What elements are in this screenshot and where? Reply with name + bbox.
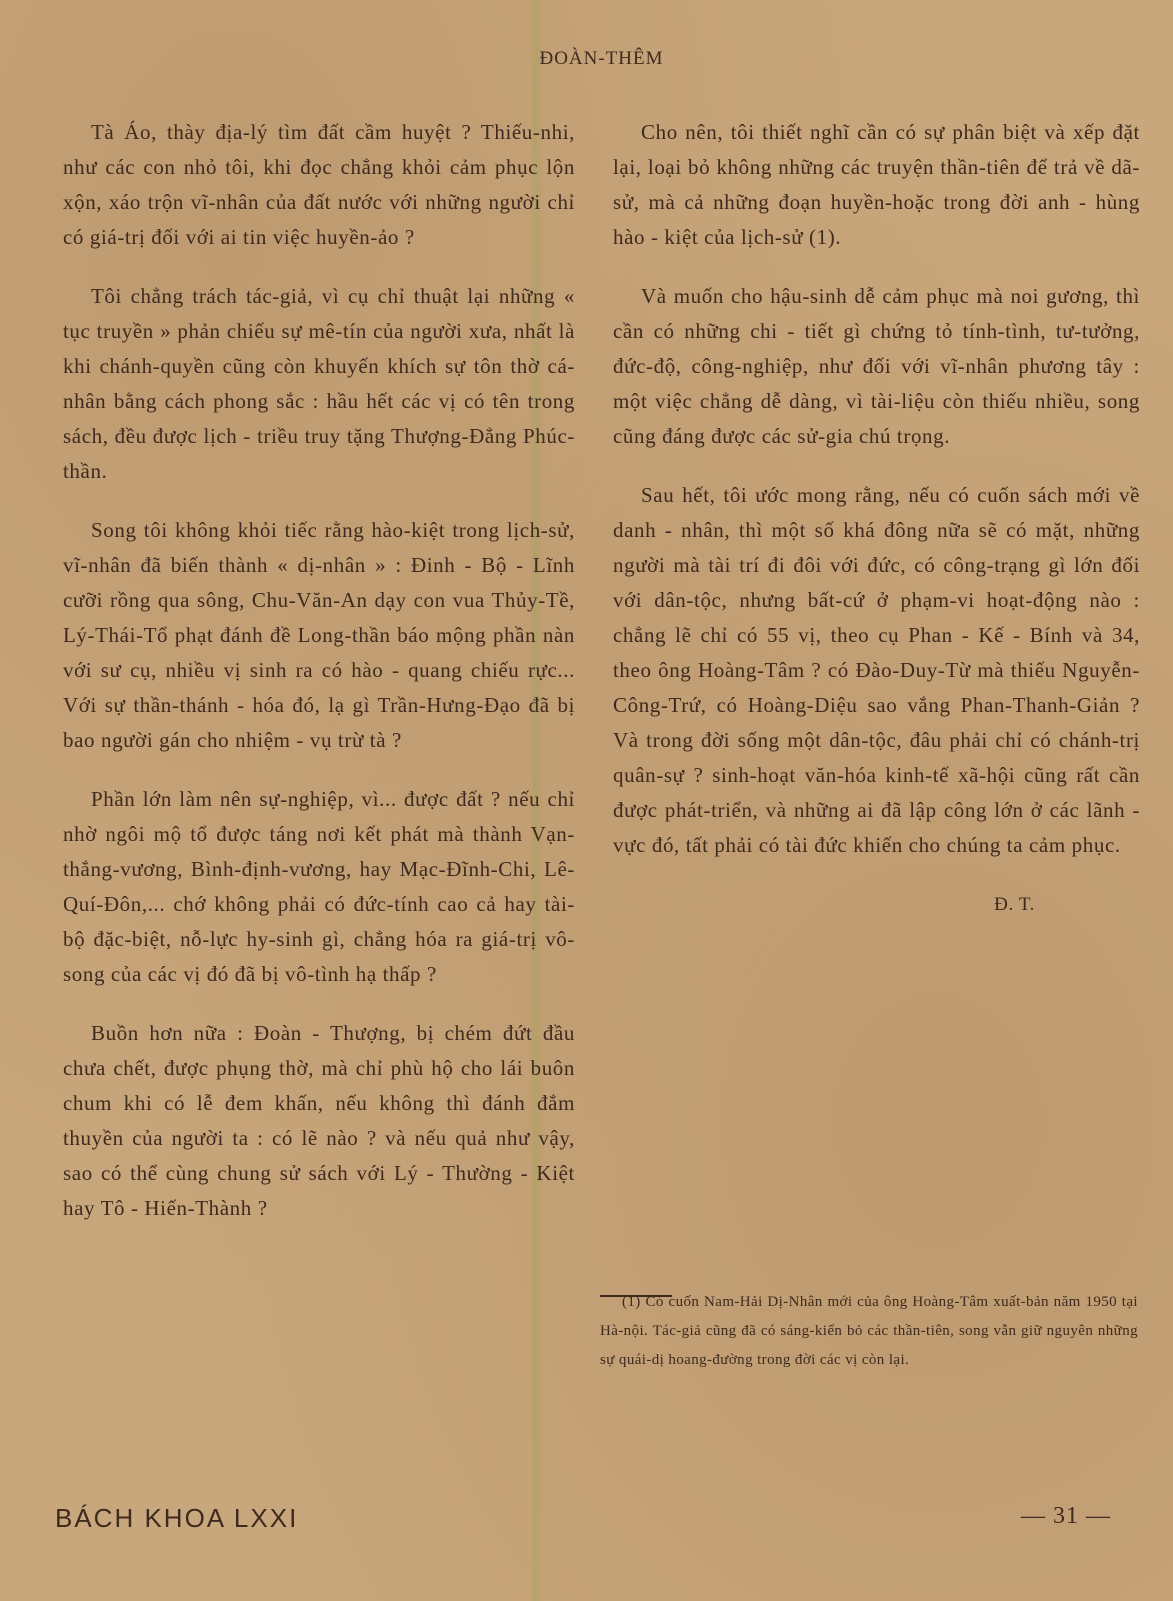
paragraph: Tà Áo, thày địa-lý tìm đất cầm huyệt ? Thiếu-nhi, như các con nhỏ tôi, khi đọc chẳng khỏi cảm phục lộn xộn, xáo trộn vĩ-nhân của đất nước với những người chỉ có giá-trị đối với ai tin việc huyền-ảo ? <box>63 120 575 249</box>
right-column <box>613 115 1140 922</box>
paragraph: Sau hết, tôi ước mong rằng, nếu có cuốn sách mới về danh - nhân, thì một số khá đông nữa sẽ có mặt, những người mà tài trí đi đôi với đức, có công-trạng gì lớn đối với dân-tộc, nhưng bất-cứ ở phạm-vi hoạt-động nào : chẳng lẽ chỉ có 55 vị, theo cụ Phan - Kế - Bính và 34, theo ông Hoàng-Tâm ? có Đào-Duy-Từ mà thiếu Nguyễn-Công-Trứ, có Hoàng-Diệu sao vắng Phan-Thanh-Giản ? Và trong đời sống một dân-tộc, đâu phải chỉ có chánh-trị quân-sự ? sinh-hoạt văn-hóa kinh-tế xã-hội cũng rất cần được phát-triển, và những ai đã lập công lớn ở các lãnh - vực đó, tất phải có tài đức khiến cho chúng ta cảm phục. <box>613 483 1140 857</box>
left-column <box>63 115 575 1250</box>
footnote-text: (1) Có cuốn Nam-Hải Dị-Nhân mới của ông Hoàng-Tâm xuất-bản năm 1950 tại Hà-nội. Tác-giả cũng đã có sáng-kiến bỏ các thần-tiên, song vẫn giữ nguyên những sự quái-dị hoang-đường trong đời các vị còn lại. <box>600 1294 1138 1368</box>
author-signature: Đ. T. <box>994 894 1035 915</box>
paragraph: Cho nên, tôi thiết nghĩ cần có sự phân biệt và xếp đặt lại, loại bỏ không những các truyện thần-tiên để trả về dã-sử, mà cả những đoạn huyền-hoặc trong đời anh - hùng hào - kiệt của lịch-sử (1). <box>613 120 1140 249</box>
paragraph: Phần lớn làm nên sự-nghiệp, vì... được đất ? nếu chỉ nhờ ngôi mộ tổ được táng nơi kết phát mà thành Vạn-thắng-vương, Bình-định-vương, hay Mạc-Đĩnh-Chi, Lê-Quí-Đôn,... chớ không phải có đức-tính cao cả hay tài-bộ đặc-biệt, nỗ-lực hy-sinh gì, chẳng hóa ra giá-trị vô-song của các vị đó đã bị vô-tình hạ thấp ? <box>63 787 575 986</box>
page-number: — 31 — <box>1021 1503 1111 1529</box>
paragraph: Và muốn cho hậu-sinh dễ cảm phục mà noi gương, thì cần có những chi - tiết gì chứng tỏ tính-tình, tư-tưởng, đức-độ, công-nghiệp, như đối với vĩ-nhân phương tây : một việc chẳng dễ dàng, vì tài-liệu còn thiếu nhiều, song cũng đáng được các sử-gia chú trọng. <box>613 284 1140 448</box>
paragraph: Song tôi không khỏi tiếc rằng hào-kiệt trong lịch-sử, vĩ-nhân đã biến thành « dị-nhân » : Đinh - Bộ - Lĩnh cưỡi rồng qua sông, Chu-Văn-An dạy con vua Thủy-Tề, Lý-Thái-Tổ phạt đánh đề Long-thần báo mộng phần nàn với sư cụ, nhiều vị sinh ra có hào - quang chiếu rực... Với sự thần-thánh - hóa đó, lạ gì Trần-Hưng-Đạo đã bị bao người gán cho nhiệm - vụ trừ tà ? <box>63 518 575 752</box>
paragraph: Tôi chẳng trách tác-giả, vì cụ chỉ thuật lại những « tục truyền » phản chiếu sự mê-tín của người xưa, nhất là khi chánh-quyền cũng còn khuyến khích sự tôn thờ cá-nhân bằng cách phong sắc : hầu hết các vị có tên trong sách, đều được lịch - triều truy tặng Thượng-Đẳng Phúc-thần. <box>63 284 575 483</box>
footnote <box>600 1288 1138 1375</box>
page-header: ĐOÀN-THÊM <box>539 48 664 69</box>
publication-name: BÁCH KHOA LXXI <box>55 1503 299 1533</box>
paragraph: Buồn hơn nữa : Đoàn - Thượng, bị chém đứt đầu chưa chết, được phụng thờ, mà chỉ phù hộ cho lái buôn chum khi có lễ đem khấn, nếu không thì đánh đắm thuyền của người ta : có lẽ nào ? và nếu quả như vậy, sao có thể cùng chung sử sách với Lý - Thường - Kiệt hay Tô - Hiến-Thành ? <box>63 1021 575 1220</box>
